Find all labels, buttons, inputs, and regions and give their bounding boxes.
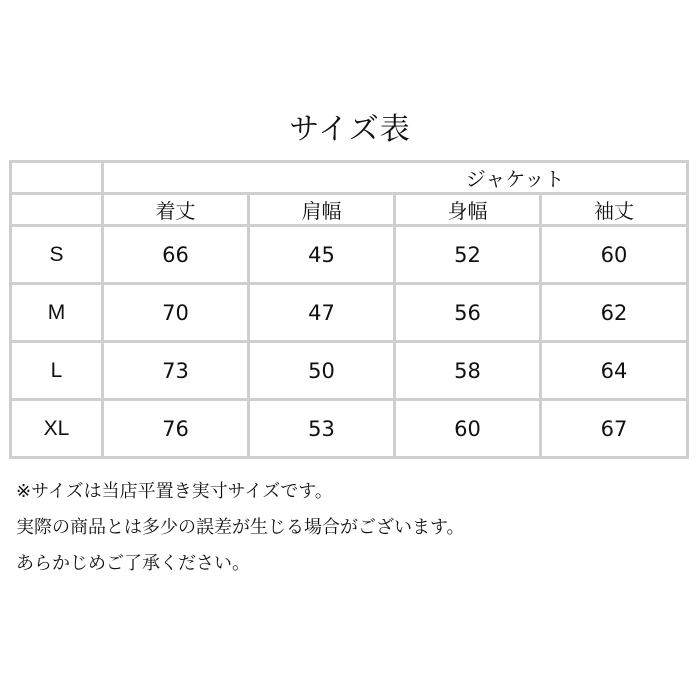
column-header-length: 着丈: [103, 194, 249, 226]
table-cell: 66: [103, 226, 249, 284]
table-cell: 50: [249, 342, 395, 400]
table-cell: 60: [395, 400, 541, 458]
table-cell: 64: [541, 342, 688, 400]
table-cell: 45: [249, 226, 395, 284]
table-cell: 70: [103, 284, 249, 342]
table-cell: 60: [541, 226, 688, 284]
group-header-row: [11, 162, 688, 194]
size-label: S: [11, 226, 103, 284]
table-row: [11, 400, 688, 458]
note-line: あらかじめご了承ください。: [16, 553, 250, 574]
column-header-sleeve: 袖丈: [541, 194, 688, 226]
table-row: [11, 226, 688, 284]
page-title: サイズ表: [289, 112, 411, 147]
table-cell: 58: [395, 342, 541, 400]
note-line: ※サイズは当店平置き実寸サイズです。: [16, 481, 333, 502]
table-cell: 52: [395, 226, 541, 284]
notes-block: [16, 474, 686, 582]
column-header-shoulder: 肩幅: [249, 194, 395, 226]
column-header-row: [11, 194, 688, 226]
size-label: L: [11, 342, 103, 400]
corner-cell-lower: [11, 194, 103, 226]
table-cell: 47: [249, 284, 395, 342]
table-cell: 53: [249, 400, 395, 458]
table-cell: 67: [541, 400, 688, 458]
column-header-chest: 身幅: [395, 194, 541, 226]
table-cell: 62: [541, 284, 688, 342]
note-line: 実際の商品とは多少の誤差が生じる場合がございます。: [16, 517, 465, 538]
size-label: XL: [11, 400, 103, 458]
size-table: [9, 160, 689, 459]
corner-cell: [11, 162, 103, 194]
table-row: [11, 342, 688, 400]
table-cell: 76: [103, 400, 249, 458]
table-row: [11, 284, 688, 342]
group-label-jacket: ジャケット: [103, 162, 688, 194]
table-cell: 56: [395, 284, 541, 342]
size-label: M: [11, 284, 103, 342]
table-cell: 73: [103, 342, 249, 400]
